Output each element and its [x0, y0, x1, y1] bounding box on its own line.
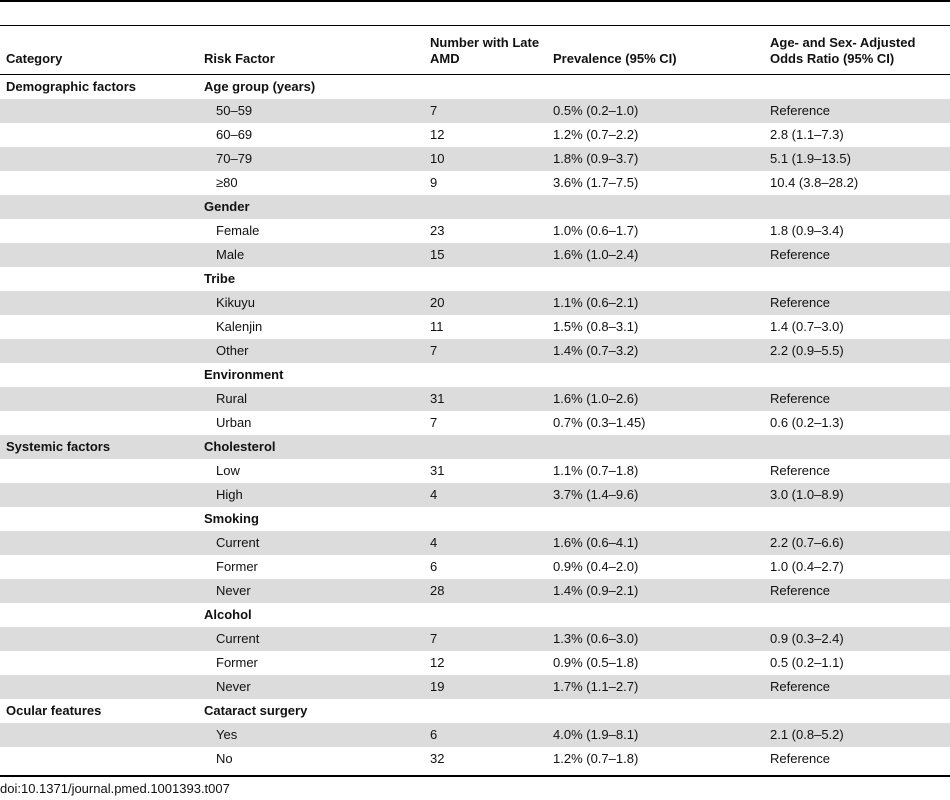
table-row: [0, 147, 950, 171]
table-row: [0, 387, 950, 411]
table-row: [0, 579, 950, 603]
risk-factor-cell: Alcohol: [204, 607, 252, 622]
table-body: [0, 75, 950, 771]
risk-factor-cell: Low: [216, 463, 240, 478]
number-cell: 7: [430, 415, 438, 430]
risk-factor-cell: Male: [216, 247, 245, 262]
risk-factor-cell: No: [216, 751, 233, 766]
odds-ratio-cell: 2.8 (1.1–7.3): [770, 127, 844, 142]
table-bottom-rule: [0, 775, 950, 777]
table-row: [0, 507, 950, 531]
number-cell: 32: [430, 751, 445, 766]
prevalence-cell: 1.6% (1.0–2.6): [553, 391, 639, 406]
table-row: [0, 483, 950, 507]
header-number-line1: Number with Late: [430, 35, 540, 50]
prevalence-cell: 1.1% (0.7–1.8): [553, 463, 639, 478]
odds-ratio-cell: Reference: [770, 751, 830, 766]
risk-factor-cell: Current: [216, 631, 260, 646]
table-row: [0, 435, 950, 459]
table-row: [0, 339, 950, 363]
number-cell: 9: [430, 175, 438, 190]
number-cell: 4: [430, 535, 438, 550]
number-cell: 23: [430, 223, 445, 238]
risk-factor-cell: Female: [216, 223, 260, 238]
risk-factor-cell: Kalenjin: [216, 319, 263, 334]
risk-factor-cell: Smoking: [204, 511, 259, 526]
risk-factor-cell: Former: [216, 655, 258, 670]
odds-ratio-cell: 1.0 (0.4–2.7): [770, 559, 844, 574]
number-cell: 6: [430, 727, 438, 742]
table-row: [0, 603, 950, 627]
prevalence-cell: 1.2% (0.7–1.8): [553, 751, 639, 766]
table-row: [0, 243, 950, 267]
odds-ratio-cell: Reference: [770, 583, 830, 598]
odds-ratio-cell: Reference: [770, 103, 830, 118]
number-cell: 7: [430, 343, 438, 358]
risk-factor-cell: Other: [216, 343, 249, 358]
table-row: [0, 531, 950, 555]
prevalence-cell: 0.5% (0.2–1.0): [553, 103, 639, 118]
risk-factor-cell: Gender: [204, 199, 250, 214]
odds-ratio-cell: 0.6 (0.2–1.3): [770, 415, 844, 430]
prevalence-cell: 0.7% (0.3–1.45): [553, 415, 646, 430]
prevalence-cell: 1.2% (0.7–2.2): [553, 127, 639, 142]
risk-factor-cell: 50–59: [216, 103, 253, 118]
odds-ratio-cell: 2.2 (0.9–5.5): [770, 343, 844, 358]
header-number: [430, 35, 539, 67]
risk-factor-cell: Yes: [216, 727, 238, 742]
odds-ratio-cell: 3.0 (1.0–8.9): [770, 487, 844, 502]
risk-factor-cell: Kikuyu: [216, 295, 256, 310]
odds-ratio-cell: 0.5 (0.2–1.1): [770, 655, 844, 670]
table-row: [0, 675, 950, 699]
risk-factor-cell: 70–79: [216, 151, 253, 166]
risk-factor-cell: High: [216, 487, 243, 502]
risk-factor-cell: ≥80: [216, 175, 238, 190]
table-row: [0, 723, 950, 747]
prevalence-cell: 1.4% (0.7–3.2): [553, 343, 639, 358]
number-cell: 4: [430, 487, 438, 502]
number-cell: 6: [430, 559, 438, 574]
table-row: [0, 747, 950, 771]
category-cell: Systemic factors: [6, 439, 111, 454]
table-row: [0, 123, 950, 147]
number-cell: 15: [430, 247, 445, 262]
risk-factor-cell: Age group (years): [204, 79, 316, 94]
odds-ratio-cell: 10.4 (3.8–28.2): [770, 175, 859, 190]
odds-ratio-cell: Reference: [770, 679, 830, 694]
prevalence-cell: 1.6% (1.0–2.4): [553, 247, 639, 262]
prevalence-cell: 1.8% (0.9–3.7): [553, 151, 639, 166]
table-row: [0, 75, 950, 99]
table-header: [0, 26, 950, 74]
odds-ratio-cell: Reference: [770, 391, 830, 406]
odds-ratio-cell: 1.8 (0.9–3.4): [770, 223, 844, 238]
table-row: [0, 219, 950, 243]
table-row: [0, 315, 950, 339]
odds-ratio-cell: 5.1 (1.9–13.5): [770, 151, 851, 166]
odds-ratio-cell: Reference: [770, 247, 830, 262]
header-risk-factor: Risk Factor: [204, 51, 275, 66]
odds-ratio-cell: 2.2 (0.7–6.6): [770, 535, 844, 550]
table-row: [0, 555, 950, 579]
number-cell: 7: [430, 103, 438, 118]
header-number-line2: AMD: [430, 51, 460, 66]
odds-ratio-cell: 2.1 (0.8–5.2): [770, 727, 844, 742]
odds-ratio-cell: Reference: [770, 463, 830, 478]
risk-factor-cell: Never: [216, 679, 251, 694]
header-odds-line1: Age- and Sex- Adjusted: [770, 35, 916, 50]
number-cell: 11: [430, 319, 444, 334]
header-prevalence: Prevalence (95% CI): [553, 51, 677, 66]
risk-factor-cell: Environment: [204, 367, 284, 382]
prevalence-cell: 1.1% (0.6–2.1): [553, 295, 639, 310]
number-cell: 12: [430, 655, 445, 670]
risk-factor-cell: Current: [216, 535, 260, 550]
table-top-rule: [0, 0, 950, 2]
prevalence-cell: 0.9% (0.5–1.8): [553, 655, 639, 670]
odds-ratio-cell: Reference: [770, 295, 830, 310]
table-row: [0, 699, 950, 723]
header-odds-line2: Odds Ratio (95% CI): [770, 51, 895, 66]
prevalence-cell: 4.0% (1.9–8.1): [553, 727, 639, 742]
prevalence-cell: 1.7% (1.1–2.7): [553, 679, 639, 694]
number-cell: 12: [430, 127, 445, 142]
odds-ratio-cell: 0.9 (0.3–2.4): [770, 631, 844, 646]
category-cell: Ocular features: [6, 703, 102, 718]
table-row: [0, 459, 950, 483]
prevalence-cell: 1.3% (0.6–3.0): [553, 631, 639, 646]
number-cell: 31: [430, 391, 445, 406]
risk-factor-cell: Never: [216, 583, 251, 598]
table-row: [0, 195, 950, 219]
header-category: Category: [6, 51, 63, 66]
category-cell: Demographic factors: [6, 79, 137, 94]
prevalence-cell: 3.7% (1.4–9.6): [553, 487, 639, 502]
table-row: [0, 267, 950, 291]
table-row: [0, 651, 950, 675]
risk-factor-cell: 60–69: [216, 127, 253, 142]
prevalence-cell: 0.9% (0.4–2.0): [553, 559, 639, 574]
table-row: [0, 99, 950, 123]
table-row: [0, 627, 950, 651]
number-cell: 31: [430, 463, 445, 478]
risk-factor-cell: Rural: [216, 391, 248, 406]
header-odds-ratio: [770, 35, 915, 67]
risk-factor-cell: Former: [216, 559, 258, 574]
table-row: [0, 363, 950, 387]
risk-factor-cell: Cataract surgery: [204, 703, 308, 718]
prevalence-cell: 1.6% (0.6–4.1): [553, 535, 639, 550]
number-cell: 28: [430, 583, 445, 598]
table-row: [0, 171, 950, 195]
table-row: [0, 411, 950, 435]
prevalence-cell: 1.0% (0.6–1.7): [553, 223, 639, 238]
number-cell: 20: [430, 295, 445, 310]
number-cell: 7: [430, 631, 438, 646]
doi-caption: doi:10.1371/journal.pmed.1001393.t007: [0, 781, 230, 796]
prevalence-cell: 1.4% (0.9–2.1): [553, 583, 639, 598]
odds-ratio-cell: 1.4 (0.7–3.0): [770, 319, 844, 334]
risk-factor-cell: Tribe: [204, 271, 236, 286]
risk-factor-cell: Urban: [216, 415, 252, 430]
number-cell: 10: [430, 151, 445, 166]
prevalence-cell: 3.6% (1.7–7.5): [553, 175, 639, 190]
risk-factor-cell: Cholesterol: [204, 439, 276, 454]
prevalence-cell: 1.5% (0.8–3.1): [553, 319, 639, 334]
number-cell: 19: [430, 679, 445, 694]
table-row: [0, 291, 950, 315]
